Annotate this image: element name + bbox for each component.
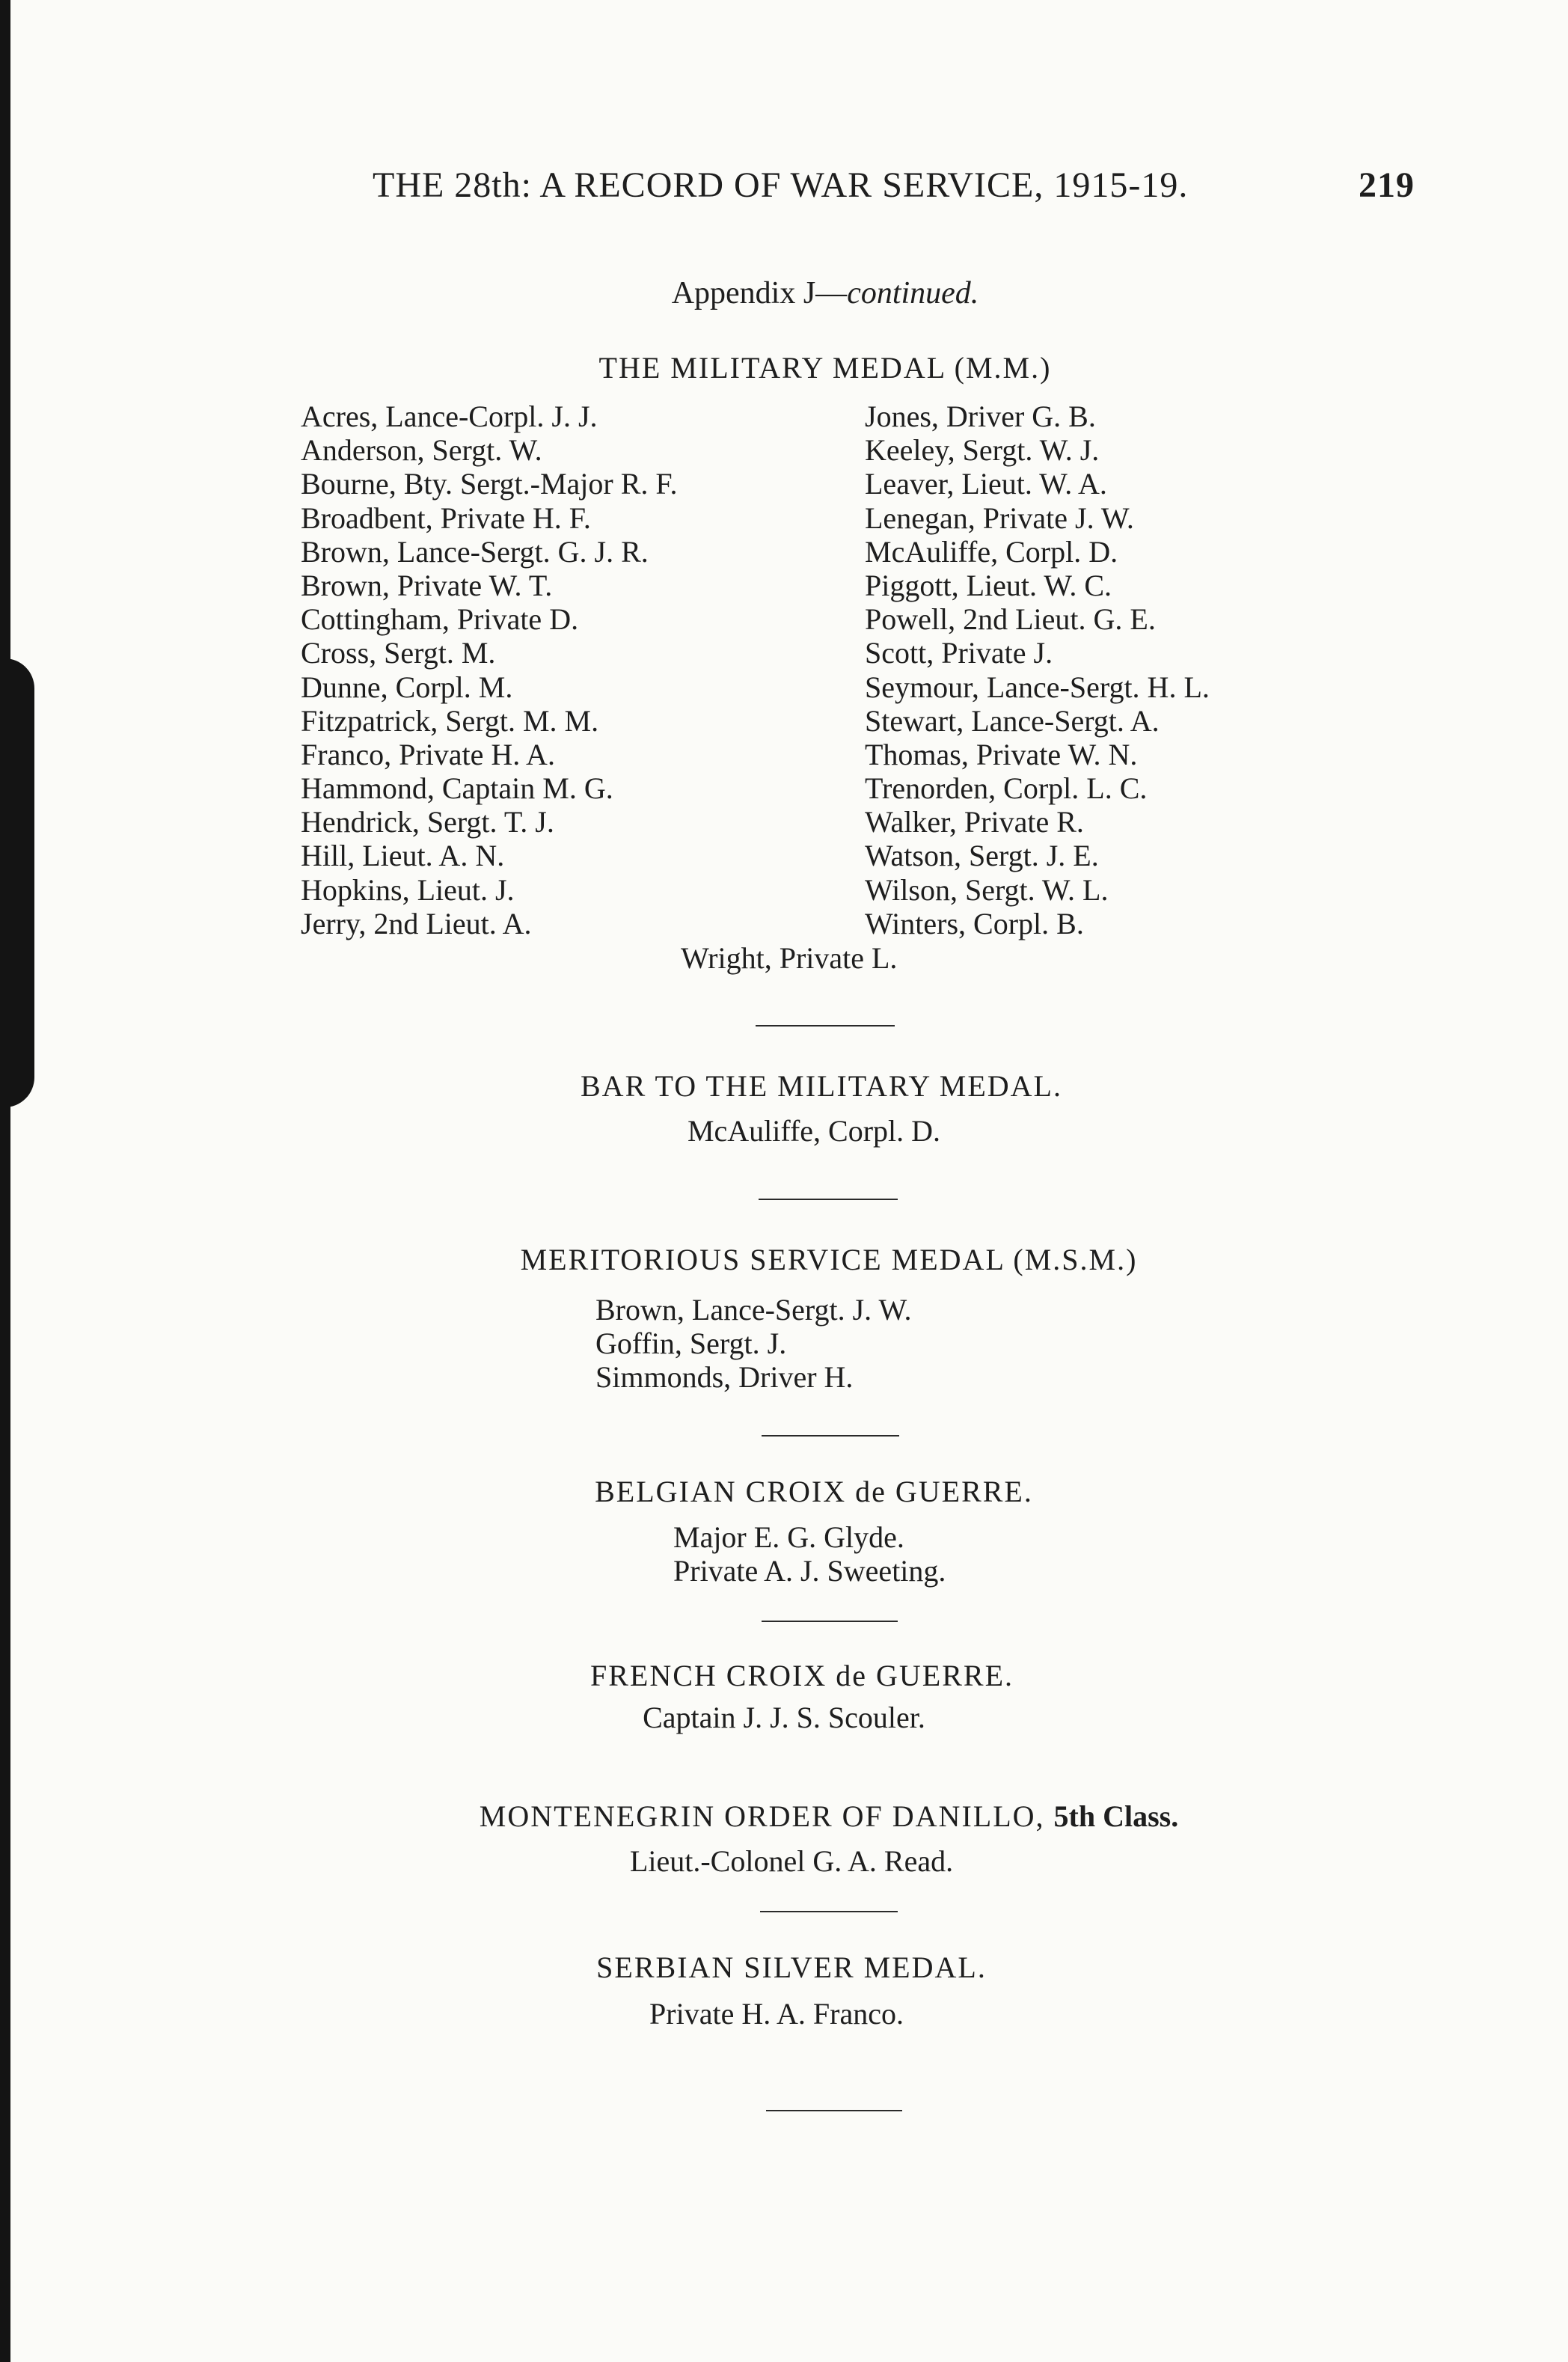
belgian-croix-entries: [673, 1520, 946, 1588]
list-item: Seymour, Lance-Sergt. H. L.: [865, 670, 1210, 704]
book-spine-shadow-bulge: [0, 658, 34, 1107]
military-medal-last-entry: [681, 941, 897, 975]
list-item: Trenorden, Corpl. L. C.: [865, 771, 1148, 806]
list-item: Scott, Private J.: [865, 636, 1053, 670]
list-item: Goffin, Sergt. J.: [595, 1327, 787, 1361]
list-item: Powell, 2nd Lieut. G. E.: [865, 602, 1156, 637]
list-item: Thomas, Private W. N.: [865, 737, 1138, 771]
french-croix-entry: Captain J. J. S. Scouler.: [643, 1701, 925, 1734]
list-item: Acres, Lance-Corpl. J. J.: [301, 400, 598, 433]
list-item: Walker, Private R.: [865, 805, 1084, 839]
msm-entries: [595, 1293, 912, 1395]
list-item: Hendrick, Sergt. T. J.: [301, 805, 554, 839]
list-item: Hammond, Captain M. G.: [301, 771, 613, 806]
list-item: Cross, Sergt. M.: [301, 636, 496, 670]
list-item: Bourne, Bty. Sergt.-Major R. F.: [301, 467, 678, 501]
msm-title: MERITORIOUS SERVICE MEDAL (M.S.M.): [520, 1243, 1138, 1276]
serbian-medal-title: SERBIAN SILVER MEDAL.: [596, 1951, 987, 1984]
list-item: Dunne, Corpl. M.: [301, 670, 513, 704]
montenegrin-order-name: MONTENEGRIN ORDER OF DANILLO,: [479, 1799, 1045, 1833]
list-item: Cottingham, Private D.: [301, 602, 579, 637]
section-divider: [762, 1435, 899, 1437]
french-croix-title: FRENCH CROIX de GUERRE.: [589, 1659, 1014, 1692]
section-divider: [762, 1621, 898, 1622]
list-item: Leaver, Lieut. W. A.: [865, 467, 1107, 501]
list-item: Brown, Lance-Sergt. J. W.: [595, 1293, 912, 1327]
list-item: Anderson, Sergt. W.: [301, 433, 542, 468]
list-item: Private A. J. Sweeting.: [673, 1554, 946, 1588]
list-item: Hill, Lieut. A. N.: [301, 839, 505, 873]
running-header: [373, 165, 1495, 217]
appendix-continued: continued.: [847, 276, 979, 310]
list-item: Piggott, Lieut. W. C.: [865, 568, 1112, 602]
list-item: Wilson, Sergt. W. L.: [865, 872, 1109, 907]
list-item: Hopkins, Lieut. J.: [301, 872, 515, 907]
montenegrin-order-entry: Lieut.-Colonel G. A. Read.: [629, 1844, 954, 1878]
appendix-label: Appendix J—: [671, 276, 848, 310]
list-item: Watson, Sergt. J. E.: [865, 839, 1099, 873]
list-item: Wright, Private L.: [681, 941, 898, 975]
section-divider: [766, 2110, 902, 2111]
serbian-medal-entry: Private H. A. Franco.: [649, 1997, 904, 2031]
list-item: Fitzpatrick, Sergt. M. M.: [301, 703, 599, 738]
military-medal-right-column: [865, 400, 1210, 940]
list-item: McAuliffe, Corpl. D.: [865, 534, 1118, 569]
list-item: Jones, Driver G. B.: [865, 400, 1096, 433]
military-medal-title: THE MILITARY MEDAL (M.M.): [598, 351, 1052, 385]
list-item: Jerry, 2nd Lieut. A.: [301, 906, 532, 940]
montenegrin-order-class: 5th Class.: [1053, 1799, 1179, 1833]
belgian-croix-title: BELGIAN CROIX de GUERRE.: [595, 1475, 1033, 1508]
list-item: Keeley, Sergt. W. J.: [865, 433, 1100, 468]
section-divider: [759, 1199, 898, 1200]
page-number: 219: [1359, 165, 1415, 205]
list-item: Broadbent, Private H. F.: [301, 501, 591, 535]
list-item: Winters, Corpl. B.: [865, 906, 1084, 940]
bar-to-military-medal-title: BAR TO THE MILITARY MEDAL.: [581, 1069, 1062, 1103]
section-divider: [760, 1911, 898, 1912]
list-item: Major E. G. Glyde.: [673, 1520, 904, 1554]
list-item: Franco, Private H. A.: [301, 737, 555, 771]
section-divider: [756, 1025, 895, 1027]
list-item: Simmonds, Driver H.: [595, 1360, 854, 1395]
list-item: Brown, Private W. T.: [301, 568, 553, 602]
montenegrin-order-title: [45, 1799, 1568, 1834]
list-item: Stewart, Lance-Sergt. A.: [865, 703, 1160, 738]
appendix-heading: [41, 275, 1568, 311]
military-medal-left-column: [301, 400, 677, 940]
list-item: Brown, Lance-Sergt. G. J. R.: [301, 534, 649, 569]
list-item: Lenegan, Private J. W.: [865, 501, 1134, 535]
bar-to-military-medal-entry: McAuliffe, Corpl. D.: [687, 1114, 941, 1148]
header-title: THE 28th: A RECORD OF WAR SERVICE, 1915-19.: [373, 165, 1189, 205]
